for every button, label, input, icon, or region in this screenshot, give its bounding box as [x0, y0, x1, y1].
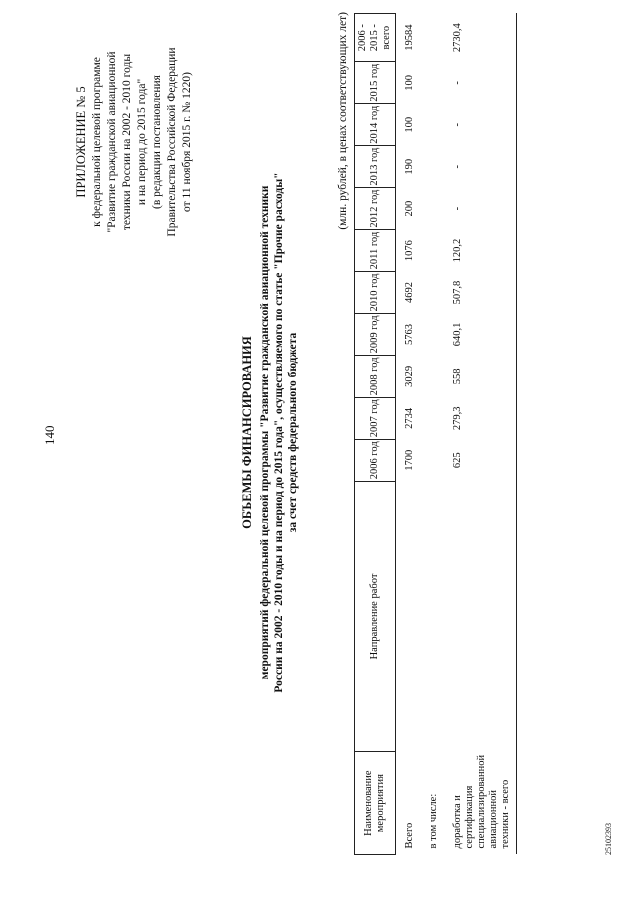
annex-line: техники России на 2002 - 2010 годы: [121, 53, 133, 231]
row-value: 507,8: [444, 272, 517, 314]
row-value: 1700: [404, 449, 415, 471]
header-direction: Направление работ: [355, 481, 396, 752]
row-value: 558: [444, 355, 517, 397]
header-year: 2013 год: [355, 146, 396, 188]
row-value: [420, 439, 444, 481]
row-value: [420, 188, 444, 230]
row-value: -: [444, 104, 517, 146]
financing-table-wrap: [354, 13, 517, 855]
table-row: [396, 14, 421, 855]
header-year: 2009 год: [355, 313, 396, 355]
header-name: Наименование мероприятия: [355, 752, 396, 855]
units-note: (млн. рублей, в ценах соответствующих лет): [337, 12, 349, 230]
document-code: 25102393: [604, 823, 613, 855]
header-year: 2011 год: [355, 230, 396, 272]
annex-line: "Развитие гражданской авиационной: [106, 51, 118, 233]
subtitle-line: за счет средств федерального бюджета: [287, 332, 299, 533]
row-value: [420, 397, 444, 439]
header-year: 2014 год: [355, 104, 396, 146]
row-value: 120,2: [444, 230, 517, 272]
header-year: 2007 год: [355, 397, 396, 439]
row-value: 190: [404, 158, 415, 175]
header-year: 2012 год: [355, 188, 396, 230]
row-name: доработка и сертификация специализированной авиационной техники - всего: [444, 752, 517, 855]
row-value: 100: [404, 74, 415, 91]
row-value: 100: [404, 116, 415, 133]
row-value: [420, 272, 444, 314]
row-value: 200: [404, 200, 415, 217]
table-row: [444, 14, 517, 855]
row-value: [420, 62, 444, 104]
row-value: -: [444, 62, 517, 104]
header-year: 2010 год: [355, 272, 396, 314]
rotated-page: [22, 0, 622, 865]
row-name: в том числе:: [428, 793, 439, 849]
row-value: 640,1: [444, 313, 517, 355]
row-value: [420, 104, 444, 146]
row-name: Всего: [404, 822, 415, 849]
annex-line: от 11 ноября 2015 г. № 1220): [181, 72, 193, 212]
row-value: 1076: [404, 240, 415, 262]
row-total: 2730,4: [444, 14, 517, 62]
row-value: -: [444, 146, 517, 188]
row-direction: [444, 481, 517, 752]
header-total: 2006 - 2015 - всего: [355, 14, 396, 62]
row-direction: [420, 481, 444, 752]
annex-block: [74, 12, 195, 272]
page-number: 140: [42, 425, 57, 445]
row-value: [420, 230, 444, 272]
annex-line: Правительства Российской Федерации: [166, 47, 178, 237]
row-total: [420, 14, 444, 62]
document-subtitle: [258, 150, 300, 715]
row-value: 2734: [404, 407, 415, 429]
subtitle-line: мероприятий федеральной целевой программы "Развитие гражданской авиационной техники: [259, 185, 271, 680]
financing-table: [354, 13, 517, 855]
row-total: 19584: [404, 24, 415, 51]
annex-title: ПРИЛОЖЕНИЕ № 5: [74, 86, 88, 198]
document-title: ОБЪЕМЫ ФИНАНСИРОВАНИЯ: [240, 336, 254, 529]
row-value: -: [444, 188, 517, 230]
row-value: 4692: [404, 282, 415, 303]
row-value: [420, 313, 444, 355]
row-value: [420, 146, 444, 188]
annex-line: и на период до 2015 года": [136, 78, 148, 206]
row-value: 279,3: [444, 397, 517, 439]
annex-line: к федеральной целевой программе: [91, 57, 103, 227]
row-value: [420, 355, 444, 397]
row-value: 625: [444, 439, 517, 481]
header-year: 2006 год: [355, 439, 396, 481]
header-year: 2015 год: [355, 62, 396, 104]
subtitle-line: России на 2002 - 2010 годы и на период до 2015 года", осуществляемого по статье "Прочие расходы": [273, 172, 285, 693]
row-direction: [396, 481, 421, 752]
table-header-row: [355, 14, 396, 855]
annex-line: (в редакции постановления: [151, 75, 163, 209]
row-value: 3029: [404, 365, 415, 387]
row-value: 5763: [404, 323, 415, 345]
header-year: 2008 год: [355, 355, 396, 397]
table-row: [420, 14, 444, 855]
